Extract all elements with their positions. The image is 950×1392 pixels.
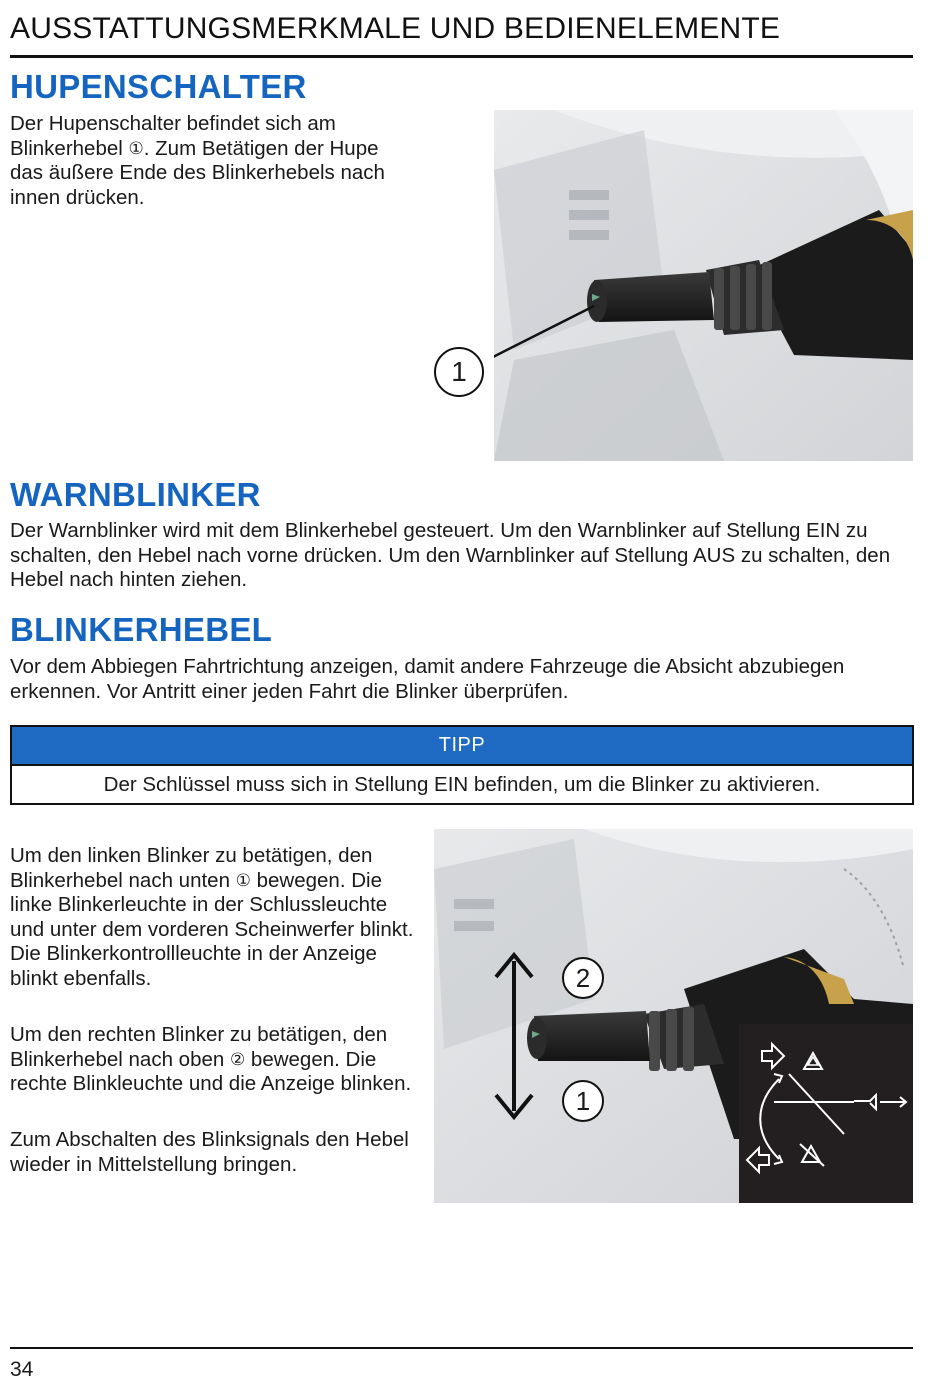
horn-callout: 1 xyxy=(434,347,484,397)
right-text-1: Um den rechten Blinker zu betätigen, den Blinkerhebel nach oben xyxy=(10,1023,388,1071)
horn-heading: HUPENSCHALTER xyxy=(10,68,307,105)
tip-box xyxy=(10,725,914,805)
horn-text-1: Der Hupenschalter befindet sich am Blinkerhebel xyxy=(10,112,336,160)
turn-right-paragraph xyxy=(10,1023,415,1097)
turn-callout-down: 1 xyxy=(562,1080,604,1122)
left-text-1: Um den linken Blinker zu betätigen, den Blinkerhebel nach unten xyxy=(10,844,373,892)
right-text-2: bewegen. Die rechte Blinkleuchte und die Anzeige blinken. xyxy=(10,1047,412,1095)
hazard-paragraph: Der Warnblinker wird mit dem Blinkerhebel gesteuert. Um den Warnblinker auf Stellung EIN zu schalten, den Hebel nach vorne drücken. Um den Warnblinker auf Stellung AUS zu schalten, den Hebel nach hinten ziehen. xyxy=(10,519,891,591)
hazard-heading: WARNBLINKER xyxy=(10,476,261,513)
footer-rule xyxy=(10,1347,913,1349)
horn-text-2: . Zum Betätigen der Hupe das äußere Ende des Blinkerhebels nach innen drücken. xyxy=(10,136,385,209)
horn-illustration xyxy=(494,110,913,461)
turn-intro: Vor dem Abbiegen Fahrtrichtung anzeigen, damit andere Fahrzeuge die Absicht abzubiegen erkennen. Vor Antritt einer jeden Fahrt die Blinker überprüfen. xyxy=(10,655,845,703)
turn-left-paragraph xyxy=(10,844,415,991)
turn-off-paragraph: Zum Abschalten des Blinksignals den Hebel wieder in Mittelstellung bringen. xyxy=(10,1128,409,1176)
horn-ref: ① xyxy=(128,138,144,158)
page-number: 34 xyxy=(10,1358,34,1381)
right-ref: ② xyxy=(229,1049,246,1069)
horn-paragraph xyxy=(10,112,395,210)
turn-figure xyxy=(434,829,913,1203)
turn-callout-up: 2 xyxy=(562,957,604,999)
tip-label: TIPP xyxy=(12,727,912,766)
turn-illustration xyxy=(434,829,913,1203)
turn-heading: BLINKERHEBEL xyxy=(10,611,273,648)
left-text-2: bewegen. Die linke Blinkerleuchte in der Schlussleuchte und unter dem vorderen Scheinwerfer blinkt. Die Blinkerkontrollleuchte in der Anzeige blinkt ebenfalls. xyxy=(10,868,414,990)
left-ref: ① xyxy=(235,870,251,890)
tip-text: Der Schlüssel muss sich in Stellung EIN befinden, um die Blinker zu aktivieren. xyxy=(103,773,821,796)
chapter-title: AUSSTATTUNGSMERKMALE UND BEDIENELEMENTE xyxy=(10,12,781,45)
horn-figure xyxy=(494,110,913,461)
header-rule xyxy=(10,55,913,58)
